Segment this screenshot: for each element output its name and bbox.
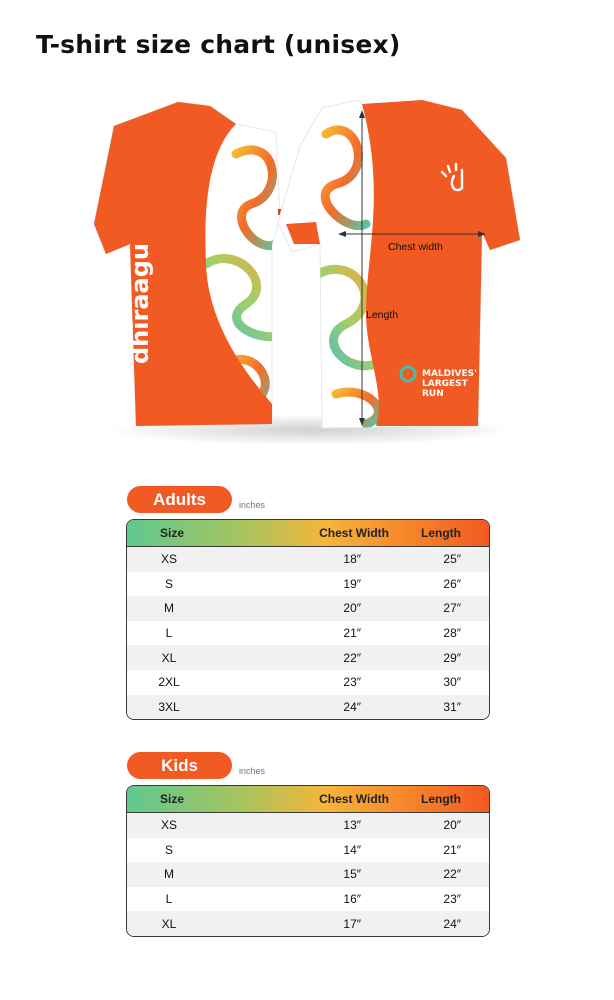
chest-cell: 23″ [343, 675, 361, 690]
chest-cell: 20″ [343, 601, 361, 616]
header-chest-width: Chest Width [319, 792, 389, 806]
kids-table-body [127, 813, 489, 936]
size-cell: S [164, 842, 173, 857]
length-label: Length [366, 309, 399, 321]
size-cell: M [164, 867, 174, 882]
header-chest-width: Chest Width [319, 526, 389, 540]
brand-wordmark: dhiraagu [126, 243, 154, 364]
adults-table-body [127, 547, 489, 719]
size-cell: M [164, 601, 174, 616]
length-cell: 26″ [443, 576, 461, 591]
size-cell: XS [160, 552, 177, 567]
length-cell: 21″ [443, 842, 461, 857]
size-cell: L [165, 626, 173, 641]
adults-table-header [127, 520, 489, 547]
adults-size-table [126, 519, 490, 720]
table-row [127, 887, 489, 912]
chest-cell: 18″ [343, 552, 361, 567]
size-cell: 2XL [158, 675, 180, 690]
length-cell: 23″ [443, 892, 461, 907]
length-cell: 24″ [443, 916, 461, 931]
adults-section-label: Adults [127, 486, 232, 513]
table-row [127, 911, 489, 936]
tshirt-illustration [86, 94, 526, 454]
table-row [127, 862, 489, 887]
chest-cell: 19″ [343, 576, 361, 591]
kids-section-label: Kids [127, 752, 232, 779]
size-cell: S [164, 576, 173, 591]
adults-units: inches [239, 500, 266, 510]
size-cell: 3XL [158, 699, 180, 714]
svg-text:RUN: RUN [422, 389, 444, 399]
table-row [127, 596, 489, 621]
shirt-back [94, 102, 296, 427]
table-row [127, 572, 489, 597]
length-cell: 31″ [443, 699, 461, 714]
header-size: Size [159, 792, 184, 806]
header-length: Length [421, 792, 461, 806]
chest-cell: 17″ [343, 916, 361, 931]
length-cell: 28″ [443, 626, 461, 641]
length-cell: 25″ [443, 552, 461, 567]
header-length: Length [421, 526, 461, 540]
size-cell: XS [160, 818, 177, 833]
length-cell: 27″ [443, 601, 461, 616]
kids-units: inches [239, 766, 266, 776]
page-title: T-shirt size chart (unisex) [36, 30, 401, 59]
svg-text:LARGEST: LARGEST [422, 379, 468, 389]
kids-table-header [127, 786, 489, 813]
table-row [127, 813, 489, 838]
table-row [127, 621, 489, 646]
chest-cell: 16″ [343, 892, 361, 907]
table-row [127, 547, 489, 572]
length-cell: 29″ [443, 650, 461, 665]
table-row [127, 838, 489, 863]
chest-cell: 14″ [343, 842, 361, 857]
length-cell: 20″ [443, 818, 461, 833]
svg-text:MALDIVES': MALDIVES' [422, 369, 477, 379]
kids-size-table [126, 785, 490, 937]
size-cell: XL [161, 650, 177, 665]
chest-cell: 24″ [343, 699, 361, 714]
header-size: Size [159, 526, 184, 540]
chest-cell: 22″ [343, 650, 361, 665]
size-cell: XL [161, 916, 177, 931]
table-row [127, 695, 489, 720]
length-cell: 22″ [443, 867, 461, 882]
chest-width-label: Chest width [388, 241, 443, 253]
shirt-front [278, 100, 520, 428]
table-row [127, 670, 489, 695]
table-row [127, 645, 489, 670]
size-cell: L [165, 892, 173, 907]
length-cell: 30″ [443, 675, 461, 690]
chest-cell: 15″ [343, 867, 361, 882]
chest-cell: 13″ [343, 818, 361, 833]
chest-cell: 21″ [343, 626, 361, 641]
